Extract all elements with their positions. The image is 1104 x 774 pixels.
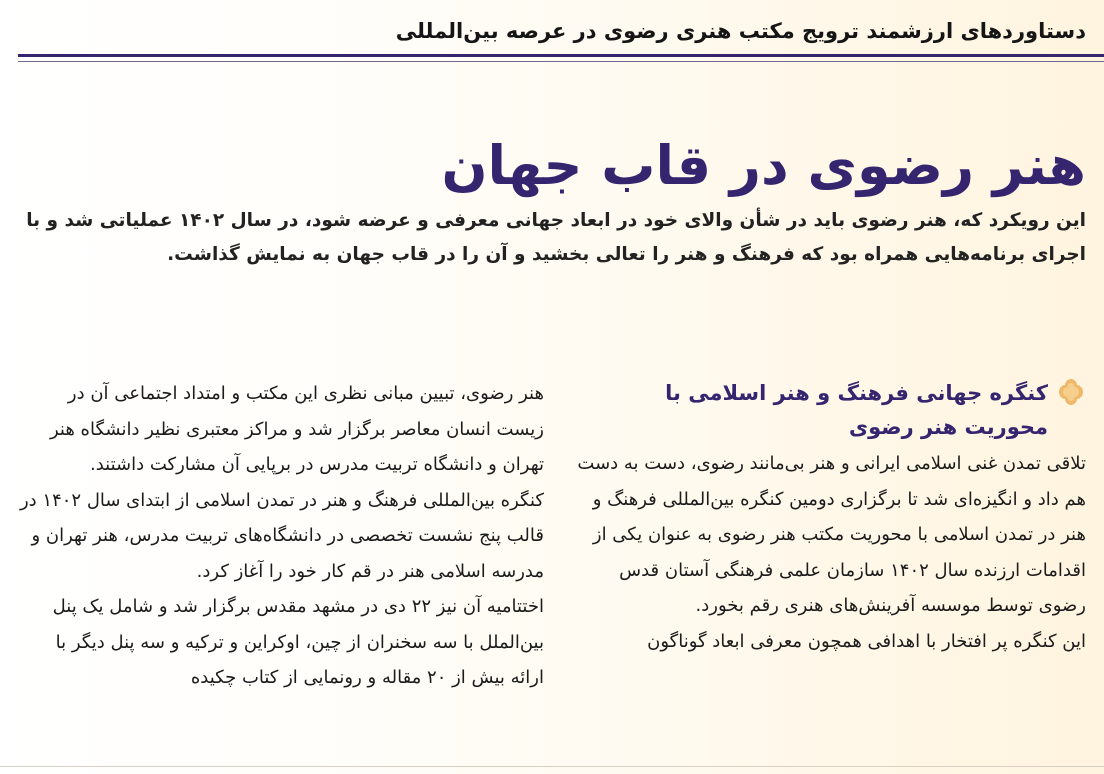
body-paragraph: تلاقی تمدن غنی اسلامی ایرانی و هنر بی‌مانند رضوی، دست به دست هم داد و انگیزه‌ای شد تا برگزاری دومین کنگره بین‌المللی فرهنگ و هنر در تمدن اسلامی با محوریت مکتب هنر رضوی به عنوان یکی از اقدامات ارزنده سال ۱۴۰۲ سازمان علمی فرهنگی آستان قدس رضوی توسط موسسه آفرینش‌های هنری رقم بخورد. <box>577 453 1086 616</box>
footer-rule <box>0 766 1104 767</box>
body-paragraph: هنر رضوی، تبیین مبانی نظری این مکتب و امتداد اجتماعی آن در زیست انسان معاصر برگزار شد و مراکز معتبری نظیر دانشگاه هنر تهران و دانشگاه تربیت مدرس در برپایی آن مشارکت داشتند. <box>49 383 544 475</box>
right-column <box>574 376 1086 659</box>
article-lead: این رویکرد که، هنر رضوی باید در شأن والای خود در ابعاد جهانی معرفی و عرضه شود، در سال ۱۴۰۲ عملیاتی شد و با اجرای برنامه‌هایی همراه بود که فرهنگ و هنر را تعالی بخشید و آن را در قاب جهان به نمایش گذاشت. <box>26 210 1086 265</box>
body-paragraph: این کنگره پر افتخار با اهدافی همچون معرفی ابعاد گوناگون <box>647 630 1086 652</box>
body-paragraph: کنگره بین‌المللی فرهنگ و هنر در تمدن اسلامی از ابتدای سال ۱۴۰۲ در قالب پنج نشست تخصصی در دانشگاه‌های تربیت مدرس، هنر تهران و مدرسه اسلامی هنر در قم کار خود را آغاز کرد. <box>19 489 544 582</box>
section-heading <box>574 376 1086 444</box>
article-kicker: دستاوردهای ارزشمند ترویج مکتب هنری رضوی در عرصه بین‌المللی <box>395 19 1086 43</box>
header-rule-thin <box>18 61 1104 62</box>
section-heading-text: کنگره جهانی فرهنگ و هنر اسلامی با محوریت هنر رضوی <box>665 381 1048 439</box>
right-column-body <box>574 446 1086 659</box>
header-rule-thick <box>18 54 1104 57</box>
flower-icon <box>1056 377 1086 407</box>
left-column <box>18 376 544 696</box>
body-paragraph: اختتامیه آن نیز ۲۲ دی در مشهد مقدس برگزار شد و شامل یک پنل بین‌الملل با سه سخنران از چین، اوکراین و ترکیه و سه پنل دیگر با ارائه بیش از ۲۰ مقاله و رونمایی از کتاب چکیده <box>52 596 544 688</box>
article-title: هنر رضوی در قاب جهان <box>441 134 1086 198</box>
left-column-body <box>18 376 544 696</box>
